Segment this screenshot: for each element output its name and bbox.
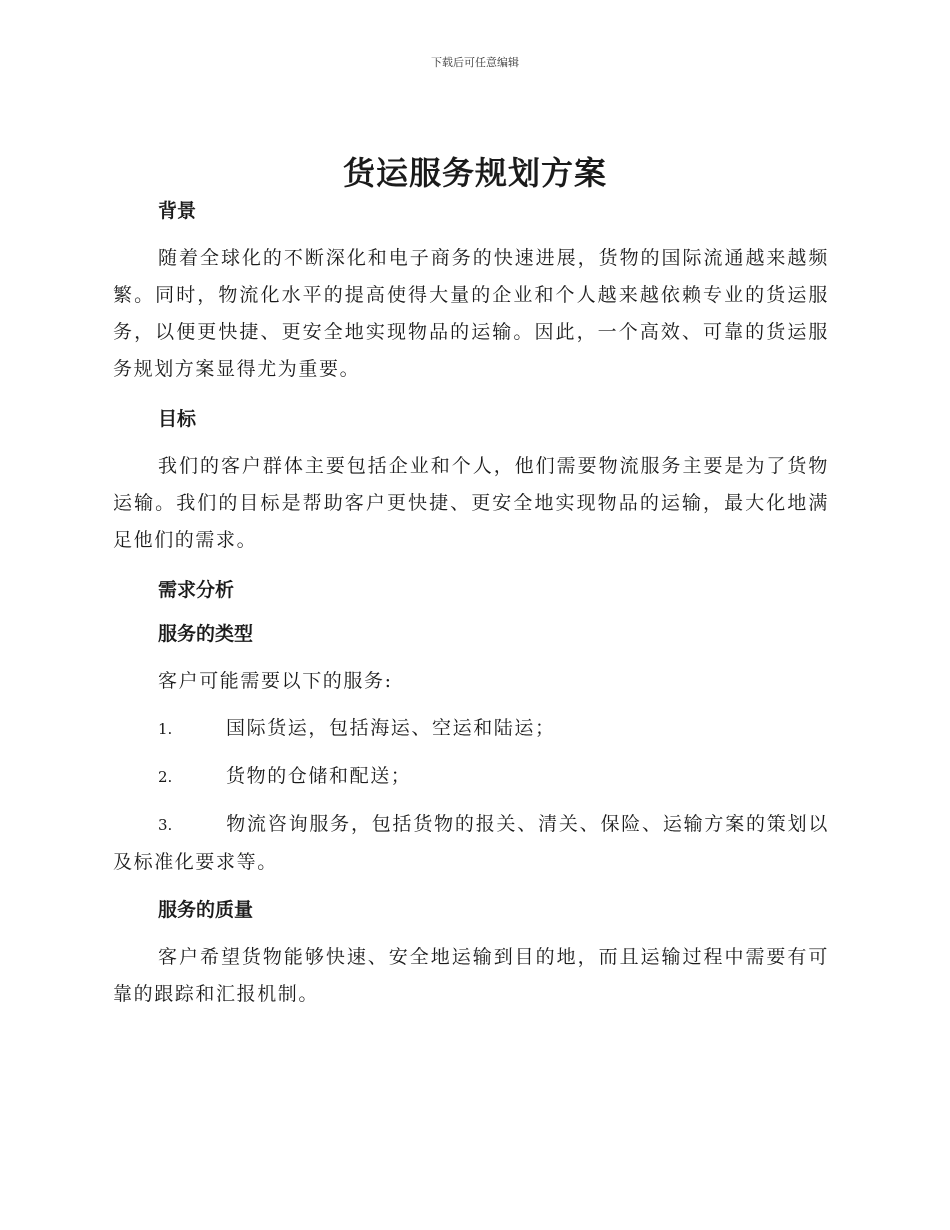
section-heading-background: 背景 [158,200,197,222]
list-item-number: 1. [158,720,173,738]
header-note: 下载后可任意编辑 [431,56,519,69]
document-body [113,196,829,1013]
section-heading-analysis: 需求分析 [158,579,235,601]
list-item-text: 物流咨询服务，包括货物的报关、清关、保险、运输方案的策划以及标准化要求等。 [113,813,829,873]
list-item-number: 2. [158,768,173,786]
document-title: 货运服务规划方案 [342,154,607,192]
list-item-text: 国际货运，包括海运、空运和陆运； [226,717,556,739]
list-item [113,806,829,881]
service-types-intro: 客户可能需要以下的服务: [158,670,393,692]
list-item [113,710,829,748]
list-item-text: 货物的仓储和配送； [226,765,412,787]
service-quality-paragraph: 客户希望货物能够快速、安全地运输到目的地，而且运输过程中需要有可靠的跟踪和汇报机制。 [113,946,829,1005]
subsection-heading-service-types: 服务的类型 [158,623,254,645]
background-paragraph: 随着全球化的不断深化和电子商务的快速进展，货物的国际流通越来越频繁。同时，物流化水平的提高使得大量的企业和个人越来越依赖专业的货运服务，以便更快捷、更安全地实现物品的运输。因此，一个高效、可靠的货运服务规划方案显得尤为重要。 [113,247,829,380]
goal-paragraph: 我们的客户群体主要包括企业和个人，他们需要物流服务主要是为了货物运输。我们的目标是帮助客户更快捷、更安全地实现物品的运输，最大化地满足他们的需求。 [113,455,829,551]
subsection-heading-service-quality: 服务的质量 [158,899,254,921]
section-heading-goal: 目标 [158,408,197,430]
list-item-number: 3. [158,816,173,834]
list-item [113,758,829,796]
